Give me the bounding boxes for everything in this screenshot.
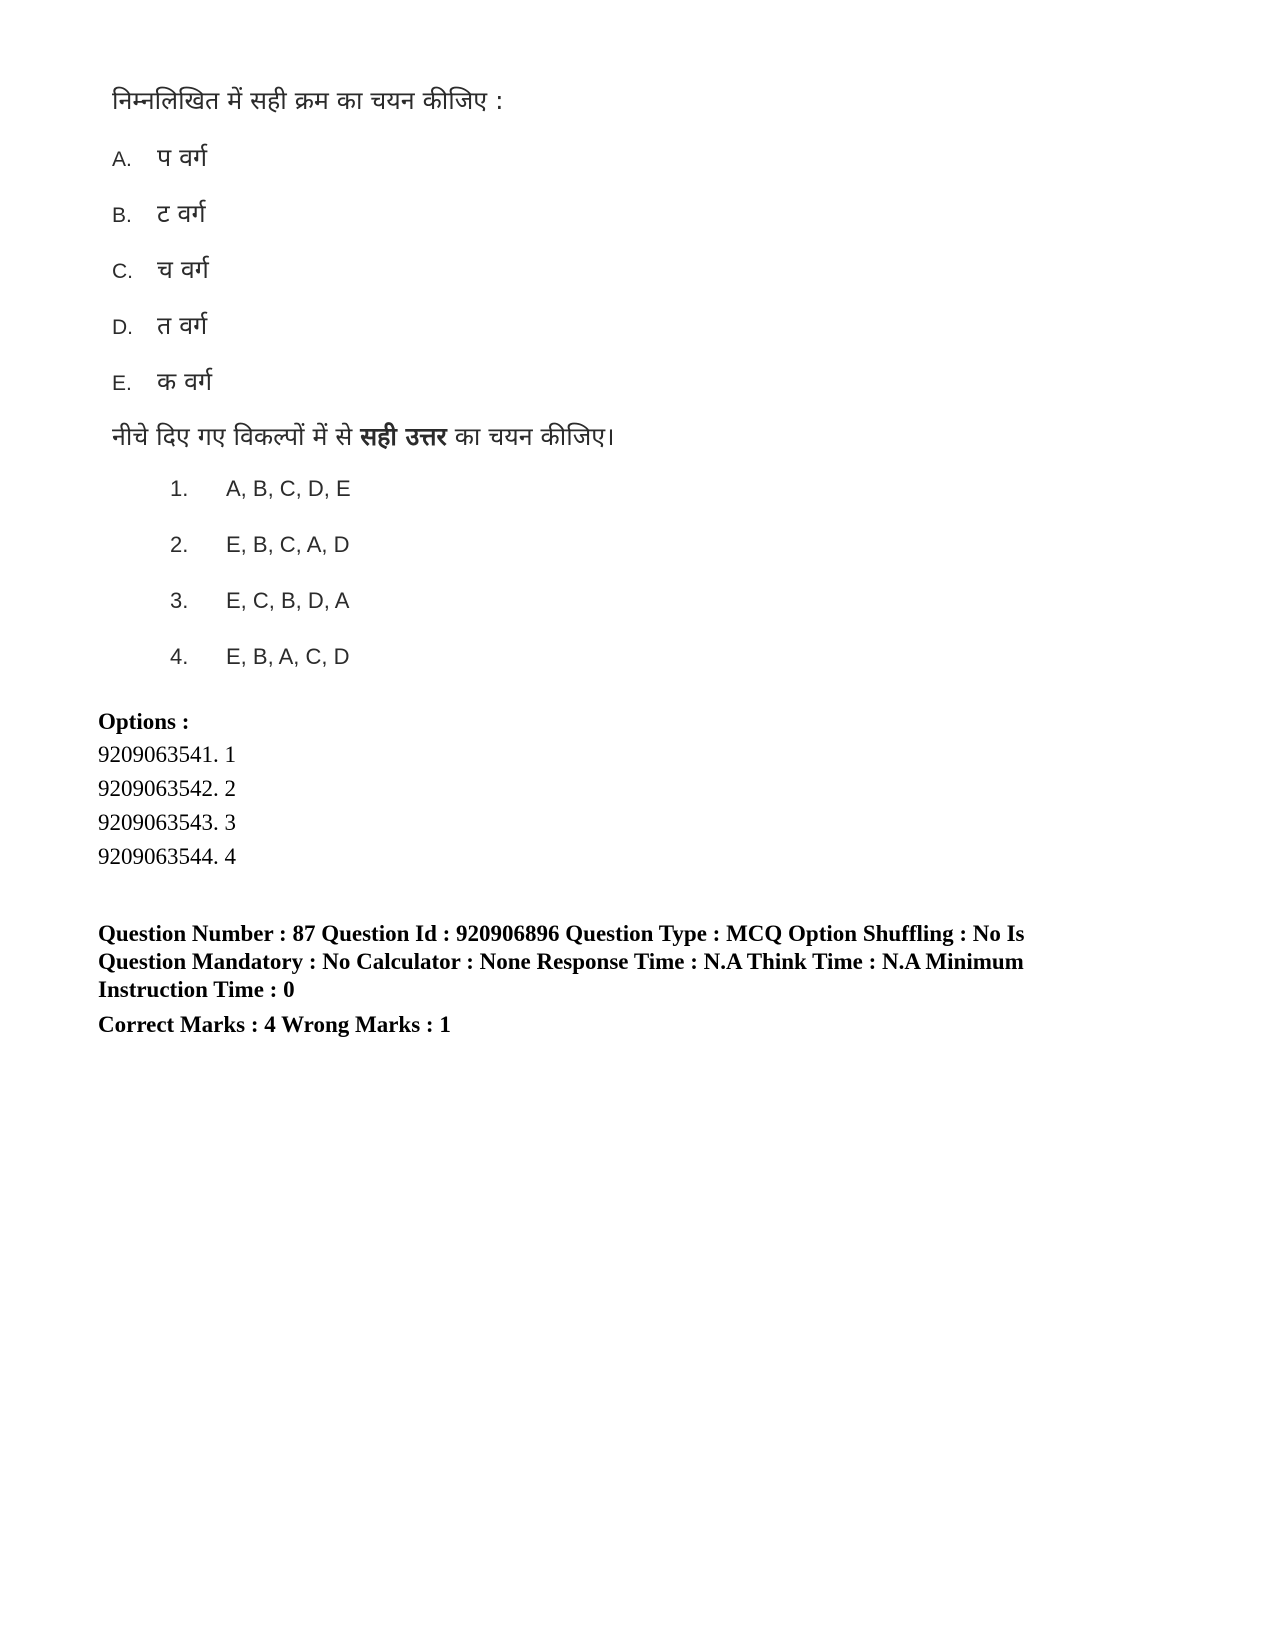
list-item [112, 364, 1012, 420]
item-text: त वर्ग [157, 311, 208, 340]
question-prompt [112, 420, 1012, 454]
options-label: Options : [98, 709, 190, 734]
option-row: 9209063542. 2 [98, 776, 236, 801]
list-item [112, 252, 1012, 308]
item-key: D. [112, 316, 133, 339]
choice-number: 1. [170, 476, 189, 501]
question-info: Question Number : 87 Question Id : 920906896 Question Type : MCQ Option Shuffling : No Is Question Mandatory : No Calculator : None Response Time : N.A Think Time : N.A Minimum Instruction Time : 0 [98, 921, 1025, 1002]
prompt-after: का चयन कीजिए। [446, 422, 615, 451]
list-item [170, 532, 1012, 588]
item-text: क वर्ग [157, 367, 213, 396]
prompt-before: नीचे दिए गए विकल्पों में से [112, 422, 361, 451]
list-item [170, 644, 1012, 700]
choice-text: E, C, B, D, A [226, 588, 350, 613]
item-key: B. [112, 204, 132, 227]
list-item [112, 140, 1012, 196]
list-item [112, 196, 1012, 252]
list-item [112, 308, 1012, 364]
choice-text: E, B, C, A, D [226, 532, 350, 557]
option-row: 9209063541. 1 [98, 742, 236, 767]
item-key: A. [112, 148, 132, 171]
item-text: ट वर्ग [157, 199, 206, 228]
list-item [170, 588, 1012, 644]
question-metadata [98, 706, 1198, 1040]
choice-text: E, B, A, C, D [226, 644, 350, 669]
question-items-list [112, 140, 1012, 420]
option-row: 9209063544. 4 [98, 844, 236, 869]
option-row: 9209063543. 3 [98, 810, 236, 835]
item-text: च वर्ग [157, 255, 209, 284]
choice-text: A, B, C, D, E [226, 476, 351, 501]
choice-number: 2. [170, 532, 189, 557]
marks-info: Correct Marks : 4 Wrong Marks : 1 [98, 1012, 451, 1037]
question-stem: निम्नलिखित में सही क्रम का चयन कीजिए : [112, 86, 504, 115]
choice-number: 4. [170, 644, 189, 669]
item-key: C. [112, 260, 133, 283]
item-text: प वर्ग [157, 143, 208, 172]
choice-number: 3. [170, 588, 189, 613]
question-content [112, 84, 1012, 700]
list-item [170, 476, 1012, 532]
answer-choices-list [170, 476, 1012, 700]
item-key: E. [112, 372, 132, 395]
prompt-bold: सही उत्तर [360, 422, 447, 451]
